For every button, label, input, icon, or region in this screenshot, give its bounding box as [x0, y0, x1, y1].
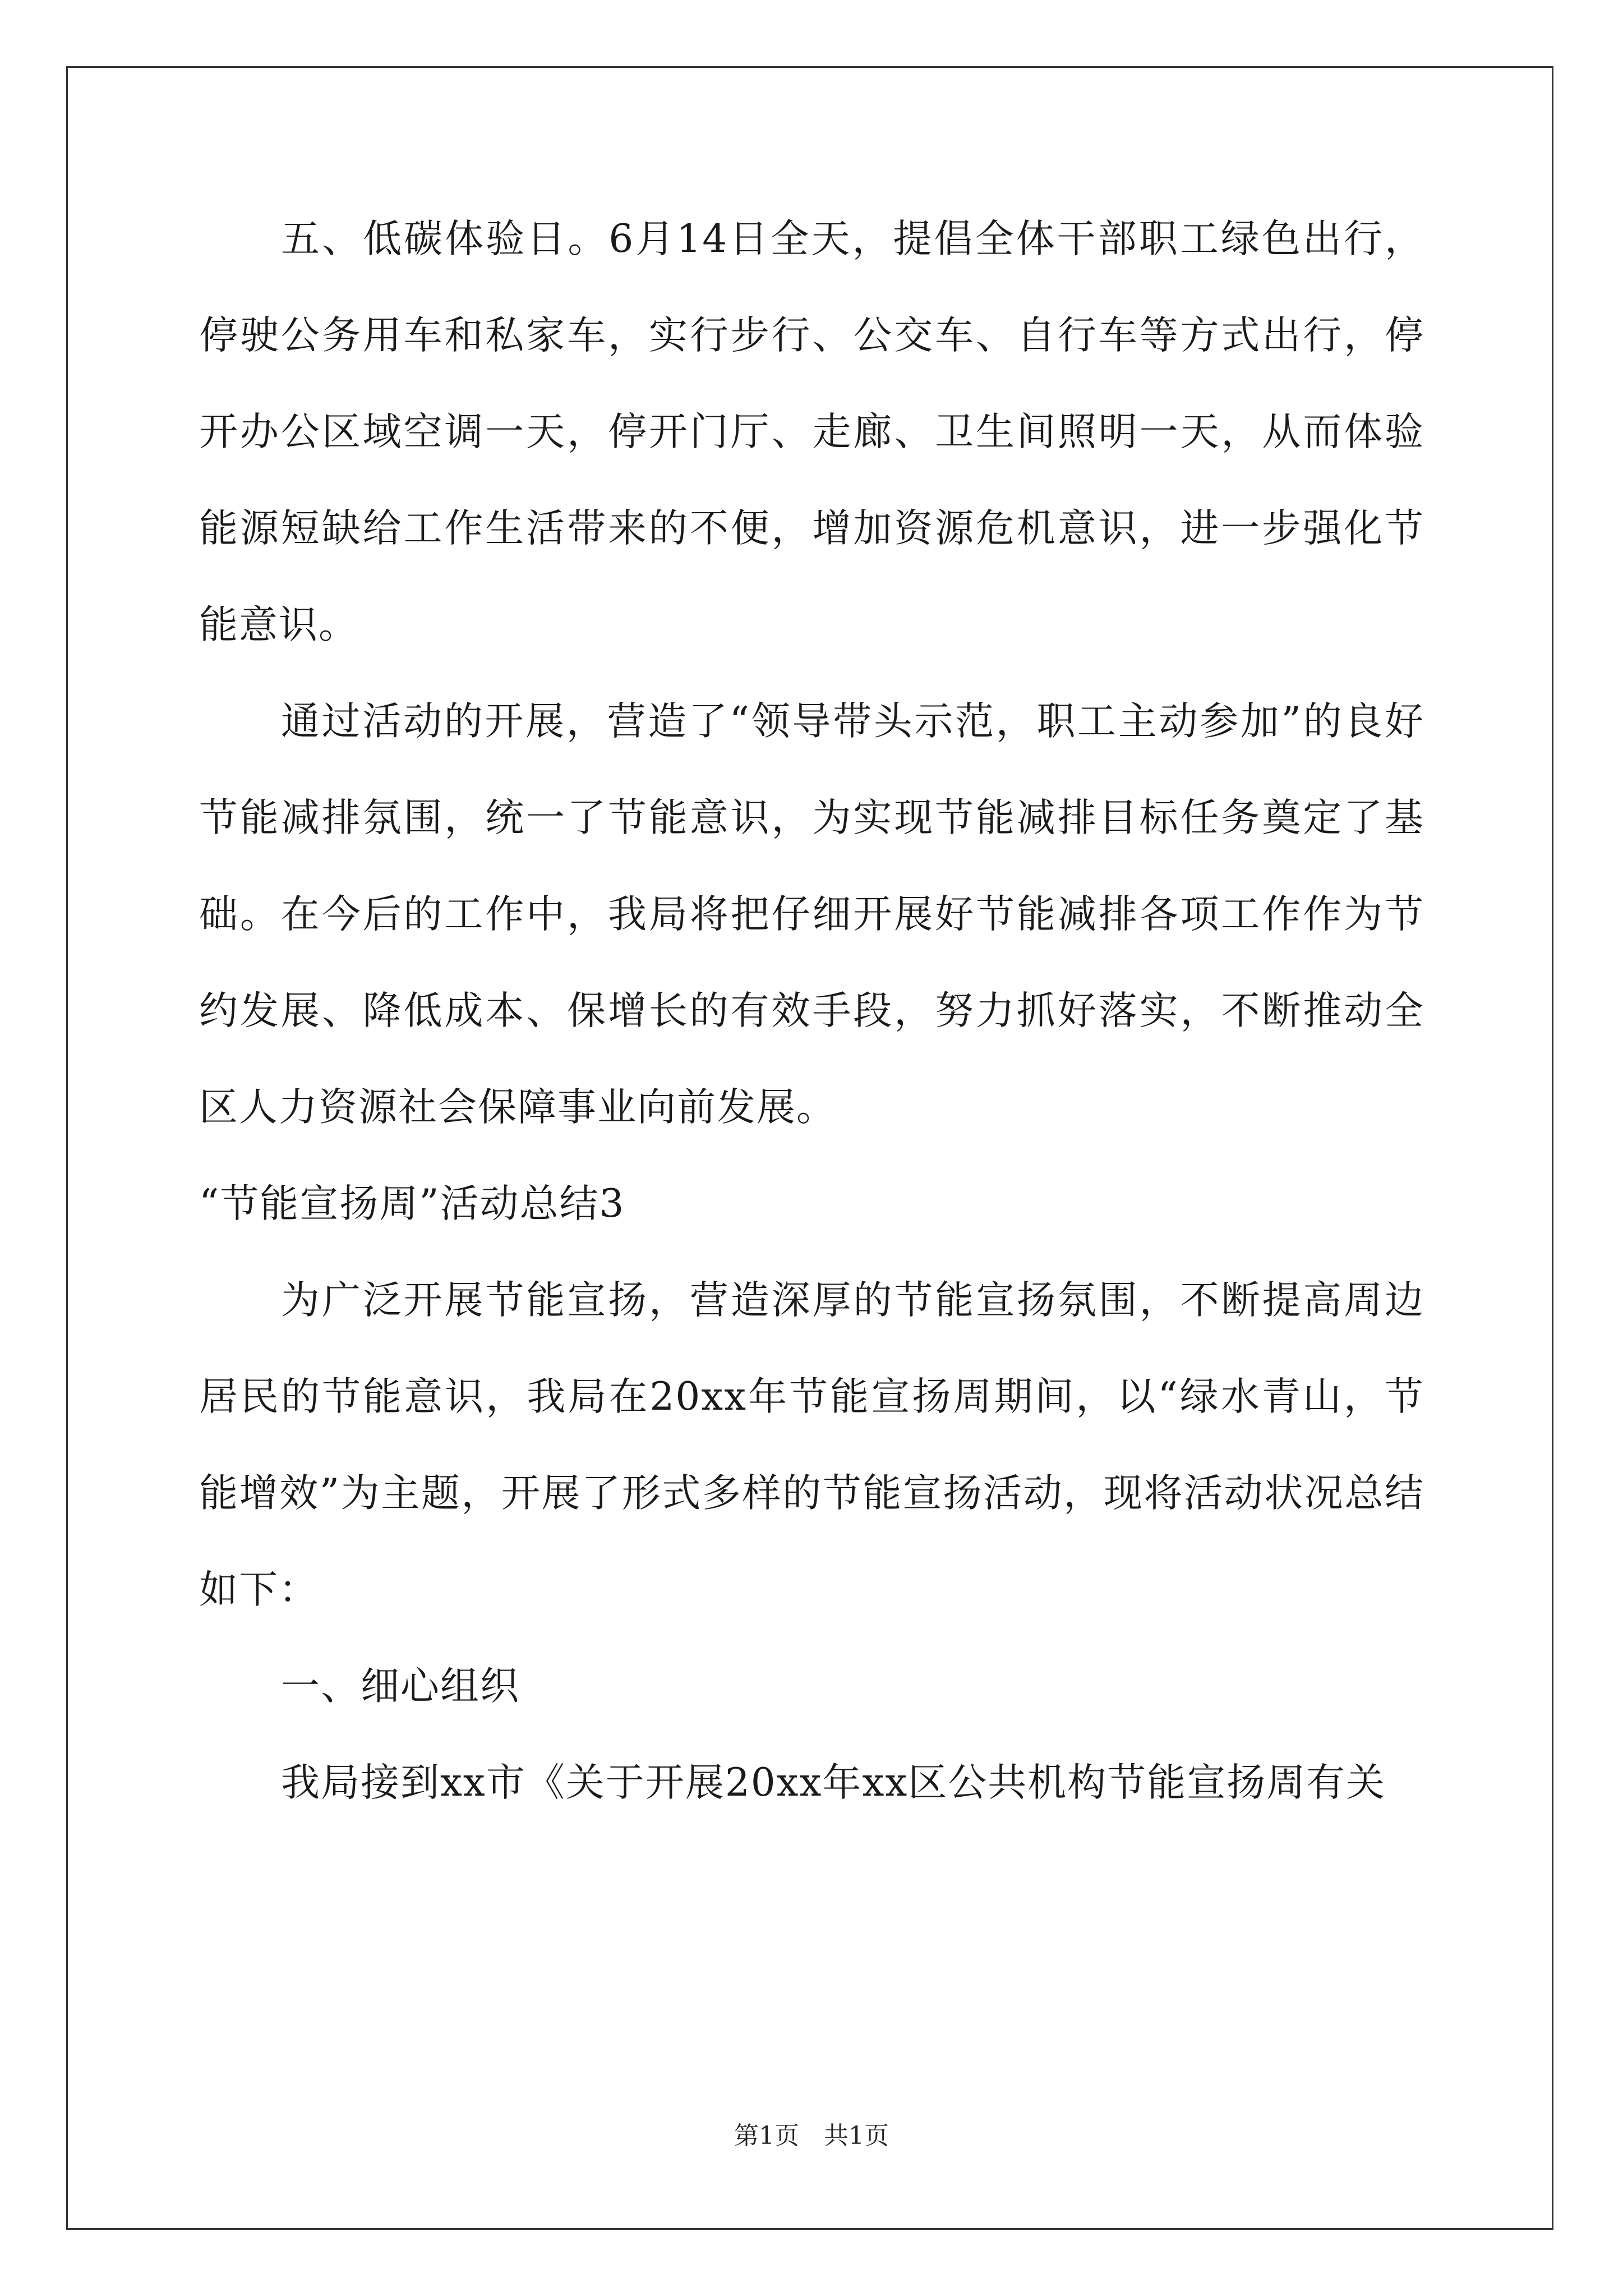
section-heading: “节能宣扬周”活动总结3	[199, 1181, 625, 1226]
page-footer: 第1页 共1页	[734, 2122, 889, 2150]
document-body	[199, 191, 1424, 1831]
paragraph-low-carbon-day: 五、低碳体验日。6月14日全天，提倡全体干部职工绿色出行，停驶公务用车和私家车，实行步行、公交车、自行车等方式出行，停开办公区域空调一天，停开门厅、走廊、卫生间照明一天，从而体验能源短缺给工作生活带来的不便，增加资源危机意识，进一步强化节能意识。	[199, 217, 1424, 647]
paragraph-intro: 为广泛开展节能宣扬，营造深厚的节能宣扬氛围，不断提高周边居民的节能意识，我局在20xx年节能宣扬周期间，以“绿水青山，节能增效”为主题，开展了形式多样的节能宣扬活动，现将活动状况总结如下：	[199, 1278, 1424, 1612]
paragraph-notice: 我局接到xx市《关于开展20xx年xx区公共机构节能宣扬周有关	[281, 1760, 1386, 1805]
paragraph-activity-summary: 通过活动的开展，营造了“领导带头示范，职工主动参加”的良好节能减排氛围，统一了节能意识，为实现节能减排目标任务奠定了基础。在今后的工作中，我局将把仔细开展好节能减排各项工作作为节约发展、降低成本、保增长的有效手段，努力抓好落实，不断推动全区人力资源社会保障事业向前发展。	[199, 699, 1424, 1130]
paragraph-subheading-organize: 一、细心组织	[281, 1664, 520, 1709]
